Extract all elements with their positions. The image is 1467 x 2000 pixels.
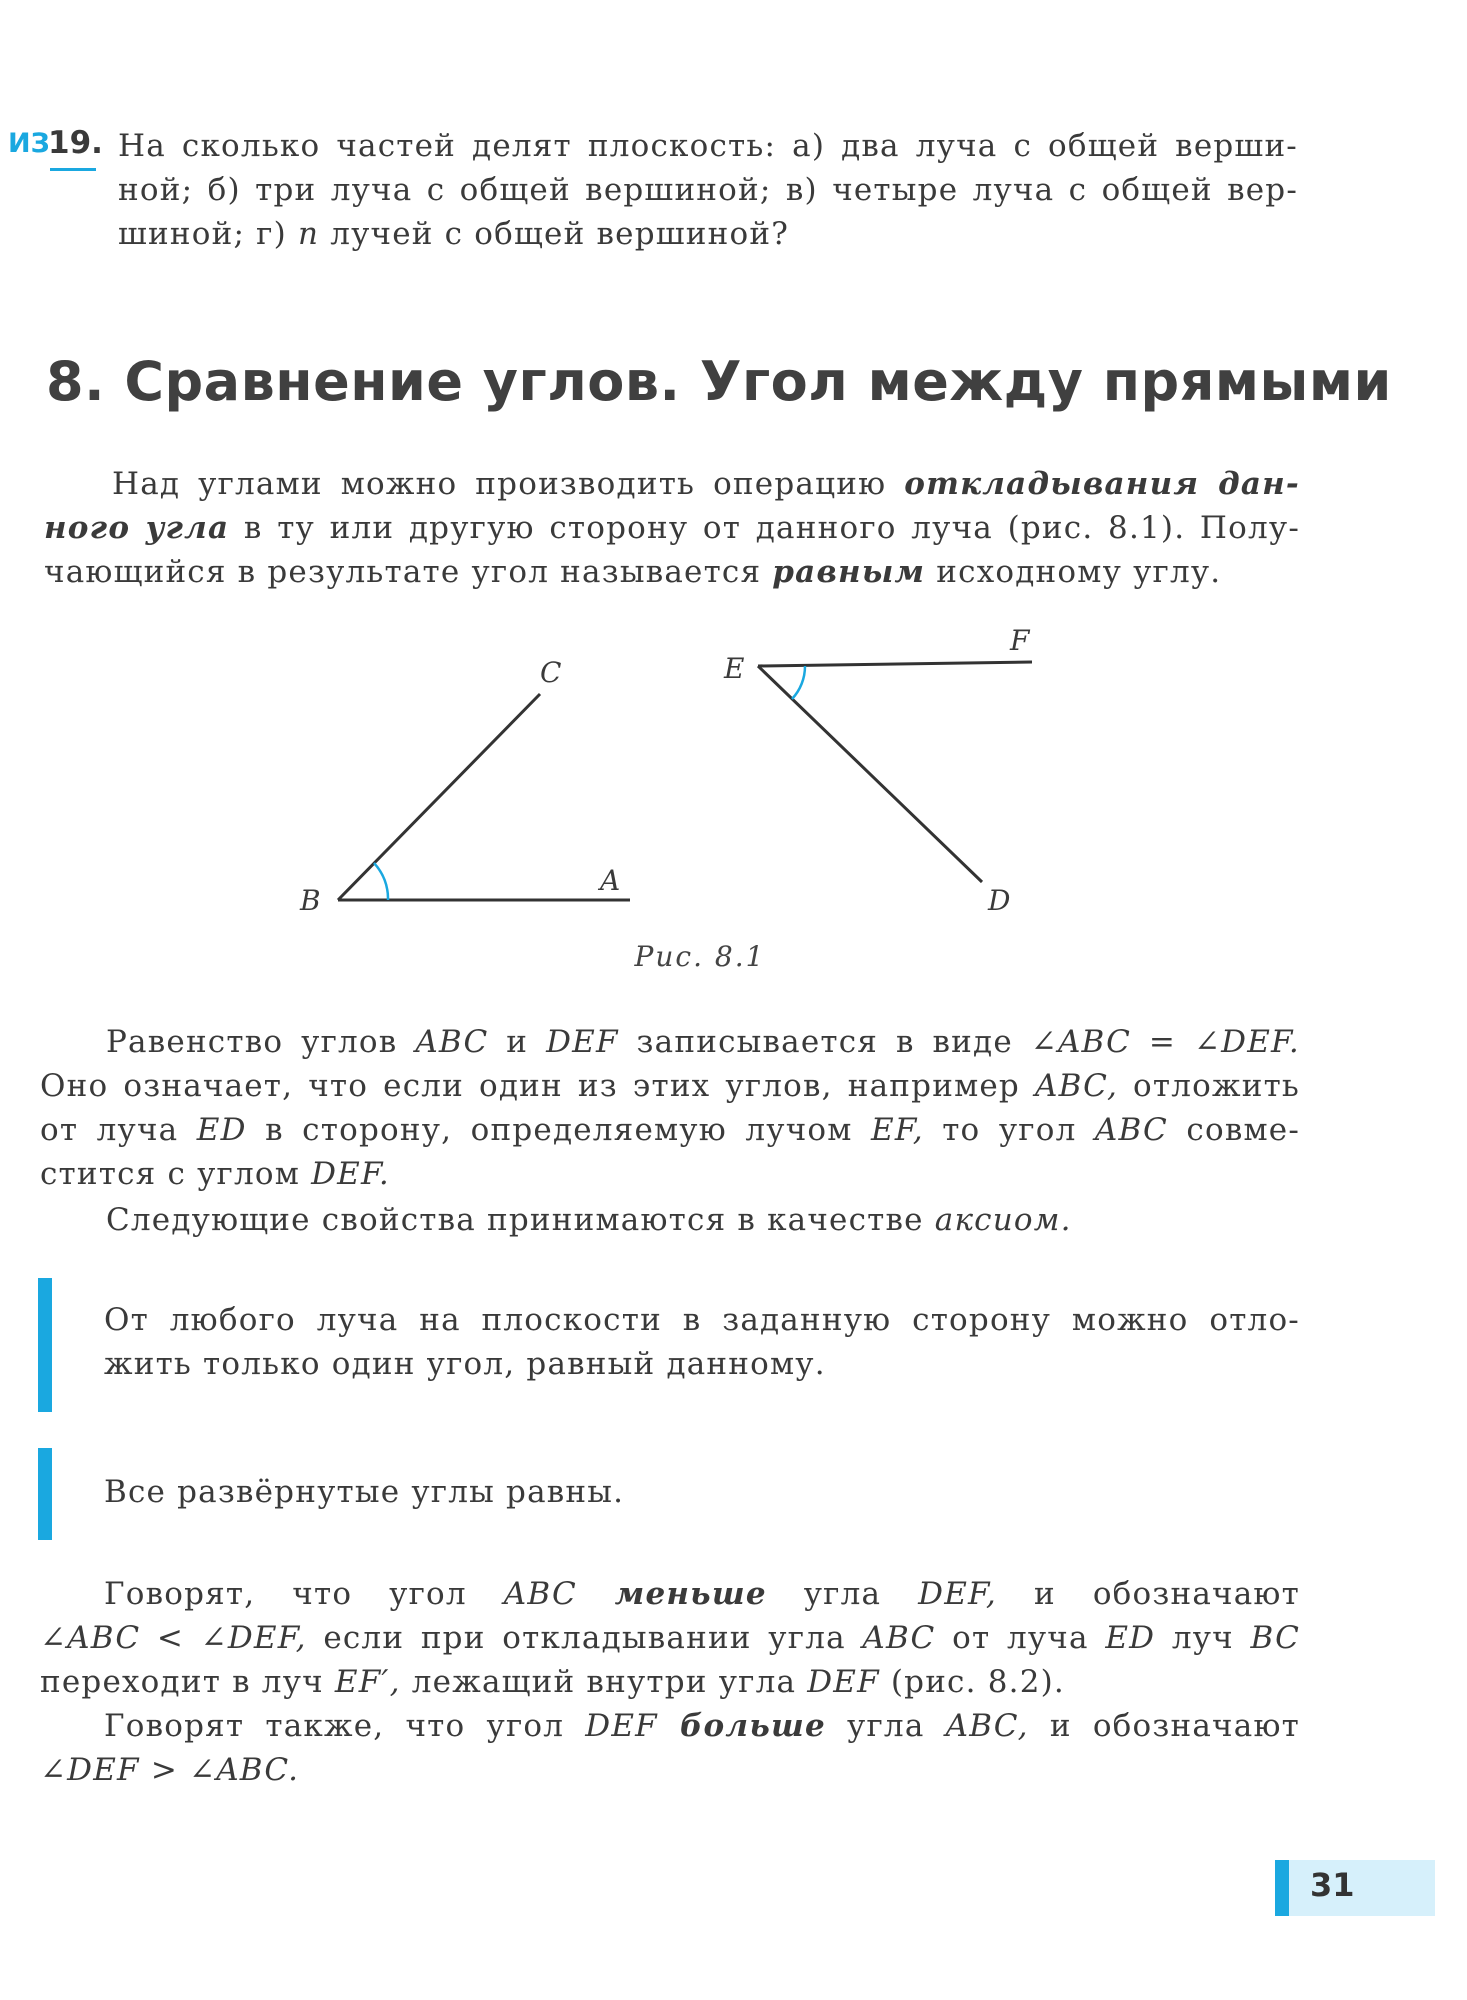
ray-bc [338,694,540,900]
label-b: B [300,884,321,917]
axiom-1-line-2: жить только один угол, равный данному. [104,1346,826,1382]
axiom-1-bar [38,1278,52,1412]
exercise-number: 19. [48,125,103,161]
figure-caption: Рис. 8.1 [634,940,766,973]
label-c: C [540,656,562,689]
exercise-tag: ИЗ [8,128,50,159]
page-number-box [1275,1860,1435,1916]
para5-line-1: Говорят также, что угол DEF больше угла ABC, и обозначают [104,1708,1300,1744]
page-number-bar [1275,1860,1289,1916]
para2-line-3: от луча ED в сторону, определяемую лучом EF, то угол ABC совме- [40,1112,1301,1148]
label-f: F [1010,624,1030,657]
label-e: E [724,652,745,685]
page-number: 31 [1310,1866,1355,1904]
para4-line-2: ∠ABC < ∠DEF, если при откладывании угла ABC от луча ED луч BC [40,1620,1300,1656]
para2-line-2: Оно означает, что если один из этих углов, например ABC, отложить [40,1068,1301,1104]
intro-line-2: ного угла в ту или другую сторону от данного луча (рис. 8.1). Полу- [44,510,1300,546]
exercise-line-2: ной; б) три луча с общей вершиной; в) четыре луча с общей вер- [118,172,1298,208]
arc-def [792,666,805,699]
para4-line-3: переходит в луч EF′, лежащий внутри угла DEF (рис. 8.2). [40,1664,1065,1700]
axiom-2: Все развёрнутые углы равны. [104,1474,625,1510]
para5-line-2: ∠DEF > ∠ABC. [40,1752,300,1788]
axiom-2-bar [38,1448,52,1540]
label-a: A [600,864,621,897]
exercise-n: n [297,216,320,252]
exercise-line-1: На сколько частей делят плоскость: а) два луча с общей верши- [118,128,1298,164]
intro-line-1: Над углами можно производить операцию откладывания дан- [112,466,1301,502]
exercise-number-underline [50,168,96,171]
figure-8-1 [0,600,1467,930]
para2-line-1: Равенство углов ABC и DEF записывается в виде ∠ABC = ∠DEF. [106,1024,1300,1060]
para4-line-1: Говорят, что угол ABC меньше угла DEF, и обозначают [104,1576,1300,1612]
para2-line-4: стится с углом DEF. [40,1156,390,1192]
section-title: 8. Сравнение углов. Угол между прямыми [46,350,1392,413]
para3: Следующие свойства принимаются в качестве аксиом. [106,1202,1072,1238]
ray-ef [758,662,1032,666]
exercise-line-3: шиной; г) n лучей с общей вершиной? [118,216,790,252]
arc-abc [374,863,388,900]
intro-line-3: чающийся в результате угол называется равным исходному углу. [44,554,1222,590]
axiom-1-line-1: От любого луча на плоскости в заданную сторону можно отло- [104,1302,1300,1338]
label-d: D [988,884,1011,917]
